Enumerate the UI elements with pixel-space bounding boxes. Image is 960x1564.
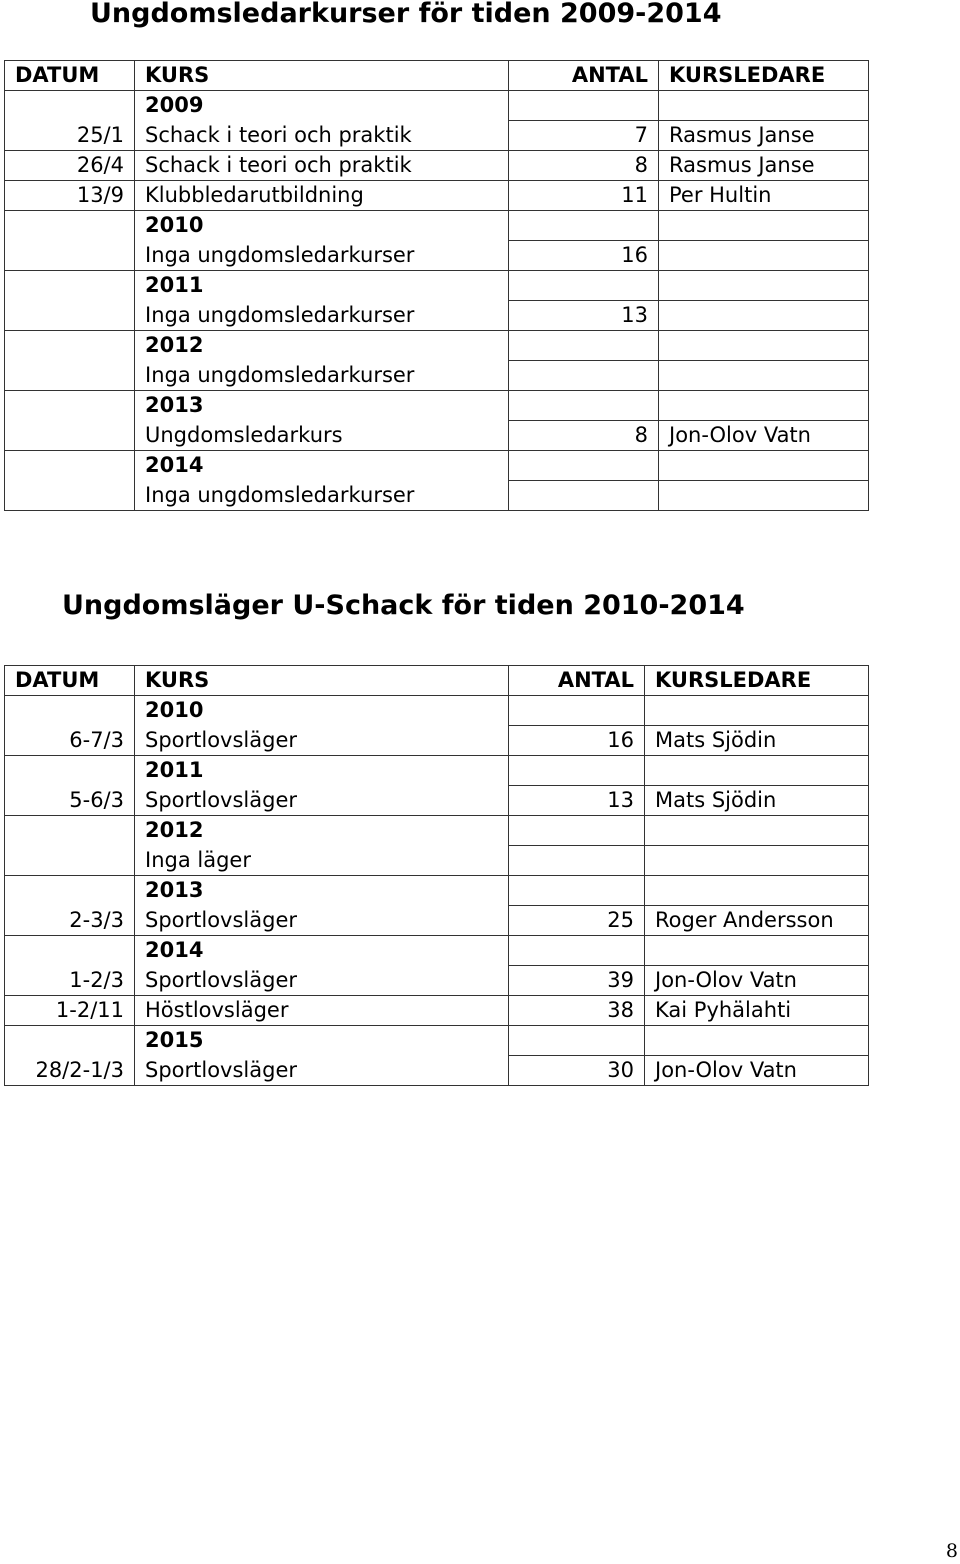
cell-kursledare <box>645 1026 869 1056</box>
cell-antal <box>509 481 659 511</box>
cell-kurs: 2012 <box>135 331 509 361</box>
cell-antal <box>509 876 645 906</box>
table-row <box>5 846 869 876</box>
header-kurs: KURS <box>135 666 509 696</box>
cell-kurs: 2013 <box>135 876 509 906</box>
table-row <box>5 241 869 271</box>
cell-antal: 30 <box>509 1056 645 1086</box>
cell-kursledare <box>659 361 869 391</box>
cell-kurs: Inga ungdomsledarkurser <box>135 301 509 331</box>
year-row <box>5 1026 869 1056</box>
cell-kursledare: Rasmus Janse <box>659 121 869 151</box>
cell-datum <box>5 421 135 451</box>
cell-kurs: Sportlovsläger <box>135 1056 509 1086</box>
cell-kurs: Sportlovsläger <box>135 906 509 936</box>
cell-kurs: Sportlovsläger <box>135 786 509 816</box>
cell-antal: 7 <box>509 121 659 151</box>
table-row <box>5 301 869 331</box>
cell-datum: 2-3/3 <box>5 906 135 936</box>
lager-body <box>5 696 869 1086</box>
cell-datum: 5-6/3 <box>5 786 135 816</box>
cell-datum: 13/9 <box>5 181 135 211</box>
cell-datum: 1-2/11 <box>5 996 135 1026</box>
cell-kursledare <box>659 391 869 421</box>
cell-kursledare <box>645 756 869 786</box>
cell-kurs: 2009 <box>135 91 509 121</box>
cell-datum <box>5 271 135 301</box>
header-datum: DATUM <box>5 666 135 696</box>
section-title-ledarkurser: Ungdomsledarkurser för tiden 2009-2014 <box>90 0 722 29</box>
cell-datum <box>5 876 135 906</box>
cell-kursledare <box>659 331 869 361</box>
cell-kurs: Schack i teori och praktik <box>135 121 509 151</box>
cell-kursledare <box>645 876 869 906</box>
cell-datum: 1-2/3 <box>5 966 135 996</box>
cell-kurs: 2014 <box>135 936 509 966</box>
cell-datum <box>5 241 135 271</box>
year-row <box>5 211 869 241</box>
year-row <box>5 391 869 421</box>
cell-kursledare <box>659 451 869 481</box>
year-row <box>5 756 869 786</box>
cell-datum: 26/4 <box>5 151 135 181</box>
cell-antal <box>509 91 659 121</box>
cell-antal <box>509 756 645 786</box>
header-antal: ANTAL <box>509 61 659 91</box>
header-kursledare: KURSLEDARE <box>659 61 869 91</box>
cell-antal <box>509 361 659 391</box>
cell-kurs: 2010 <box>135 696 509 726</box>
cell-datum <box>5 481 135 511</box>
cell-kursledare: Mats Sjödin <box>645 786 869 816</box>
table-row <box>5 421 869 451</box>
table-header-row <box>5 666 869 696</box>
lager-table <box>4 665 869 1086</box>
table-row <box>5 151 869 181</box>
cell-antal <box>509 331 659 361</box>
cell-antal <box>509 1026 645 1056</box>
year-row <box>5 936 869 966</box>
table-row <box>5 1056 869 1086</box>
cell-kurs: Inga läger <box>135 846 509 876</box>
table-row <box>5 726 869 756</box>
cell-antal: 16 <box>509 241 659 271</box>
ledarkurser-body <box>5 91 869 511</box>
cell-kurs: 2010 <box>135 211 509 241</box>
cell-kursledare <box>659 481 869 511</box>
cell-kurs: Klubbledarutbildning <box>135 181 509 211</box>
header-datum: DATUM <box>5 61 135 91</box>
cell-datum <box>5 331 135 361</box>
cell-kursledare: Kai Pyhälahti <box>645 996 869 1026</box>
cell-antal <box>509 696 645 726</box>
cell-kursledare <box>645 846 869 876</box>
cell-datum <box>5 361 135 391</box>
cell-antal <box>509 451 659 481</box>
cell-datum <box>5 211 135 241</box>
cell-kurs: 2013 <box>135 391 509 421</box>
cell-kursledare <box>645 816 869 846</box>
cell-antal: 39 <box>509 966 645 996</box>
header-antal: ANTAL <box>509 666 645 696</box>
table-row <box>5 996 869 1026</box>
cell-datum: 25/1 <box>5 121 135 151</box>
cell-datum <box>5 91 135 121</box>
cell-kurs: Schack i teori och praktik <box>135 151 509 181</box>
table-row <box>5 786 869 816</box>
cell-antal: 8 <box>509 421 659 451</box>
cell-kurs: Sportlovsläger <box>135 726 509 756</box>
cell-kursledare <box>645 936 869 966</box>
cell-antal: 11 <box>509 181 659 211</box>
cell-kursledare <box>659 241 869 271</box>
year-row <box>5 876 869 906</box>
cell-kurs: Sportlovsläger <box>135 966 509 996</box>
year-row <box>5 816 869 846</box>
year-row <box>5 696 869 726</box>
cell-kursledare: Roger Andersson <box>645 906 869 936</box>
cell-datum <box>5 301 135 331</box>
header-kurs: KURS <box>135 61 509 91</box>
cell-datum <box>5 936 135 966</box>
cell-antal <box>509 211 659 241</box>
cell-datum <box>5 451 135 481</box>
table-row <box>5 481 869 511</box>
year-row <box>5 91 869 121</box>
table-row <box>5 181 869 211</box>
cell-antal <box>509 271 659 301</box>
table-row <box>5 361 869 391</box>
section-title-lager: Ungdomsläger U-Schack för tiden 2010-2014 <box>62 590 745 621</box>
cell-kursledare: Jon-Olov Vatn <box>645 1056 869 1086</box>
cell-antal: 38 <box>509 996 645 1026</box>
table-row <box>5 121 869 151</box>
cell-antal <box>509 936 645 966</box>
cell-datum: 28/2-1/3 <box>5 1056 135 1086</box>
cell-antal: 13 <box>509 301 659 331</box>
cell-datum <box>5 816 135 846</box>
cell-antal <box>509 391 659 421</box>
cell-kurs: Inga ungdomsledarkurser <box>135 361 509 391</box>
cell-datum <box>5 391 135 421</box>
cell-datum <box>5 1026 135 1056</box>
cell-antal <box>509 846 645 876</box>
cell-datum <box>5 846 135 876</box>
cell-antal: 25 <box>509 906 645 936</box>
page-number: 8 <box>945 1540 958 1562</box>
cell-antal: 16 <box>509 726 645 756</box>
cell-antal: 13 <box>509 786 645 816</box>
ledarkurser-table <box>4 60 869 511</box>
cell-kurs: 2011 <box>135 271 509 301</box>
cell-datum <box>5 756 135 786</box>
cell-kurs: Inga ungdomsledarkurser <box>135 481 509 511</box>
cell-antal: 8 <box>509 151 659 181</box>
cell-kursledare: Jon-Olov Vatn <box>645 966 869 996</box>
cell-kursledare <box>645 696 869 726</box>
cell-kursledare <box>659 301 869 331</box>
table-row <box>5 906 869 936</box>
cell-kursledare: Per Hultin <box>659 181 869 211</box>
cell-antal <box>509 816 645 846</box>
cell-kursledare: Rasmus Janse <box>659 151 869 181</box>
header-kursledare: KURSLEDARE <box>645 666 869 696</box>
cell-kurs: 2011 <box>135 756 509 786</box>
cell-kursledare <box>659 211 869 241</box>
cell-kurs: 2014 <box>135 451 509 481</box>
cell-kurs: 2012 <box>135 816 509 846</box>
year-row <box>5 331 869 361</box>
cell-kurs: 2015 <box>135 1026 509 1056</box>
cell-kursledare: Jon-Olov Vatn <box>659 421 869 451</box>
cell-kurs: Höstlovsläger <box>135 996 509 1026</box>
table-row <box>5 966 869 996</box>
cell-kurs: Inga ungdomsledarkurser <box>135 241 509 271</box>
cell-datum: 6-7/3 <box>5 726 135 756</box>
year-row <box>5 271 869 301</box>
cell-kursledare <box>659 271 869 301</box>
cell-kursledare: Mats Sjödin <box>645 726 869 756</box>
table-header-row <box>5 61 869 91</box>
cell-kursledare <box>659 91 869 121</box>
cell-datum <box>5 696 135 726</box>
year-row <box>5 451 869 481</box>
cell-kurs: Ungdomsledarkurs <box>135 421 509 451</box>
